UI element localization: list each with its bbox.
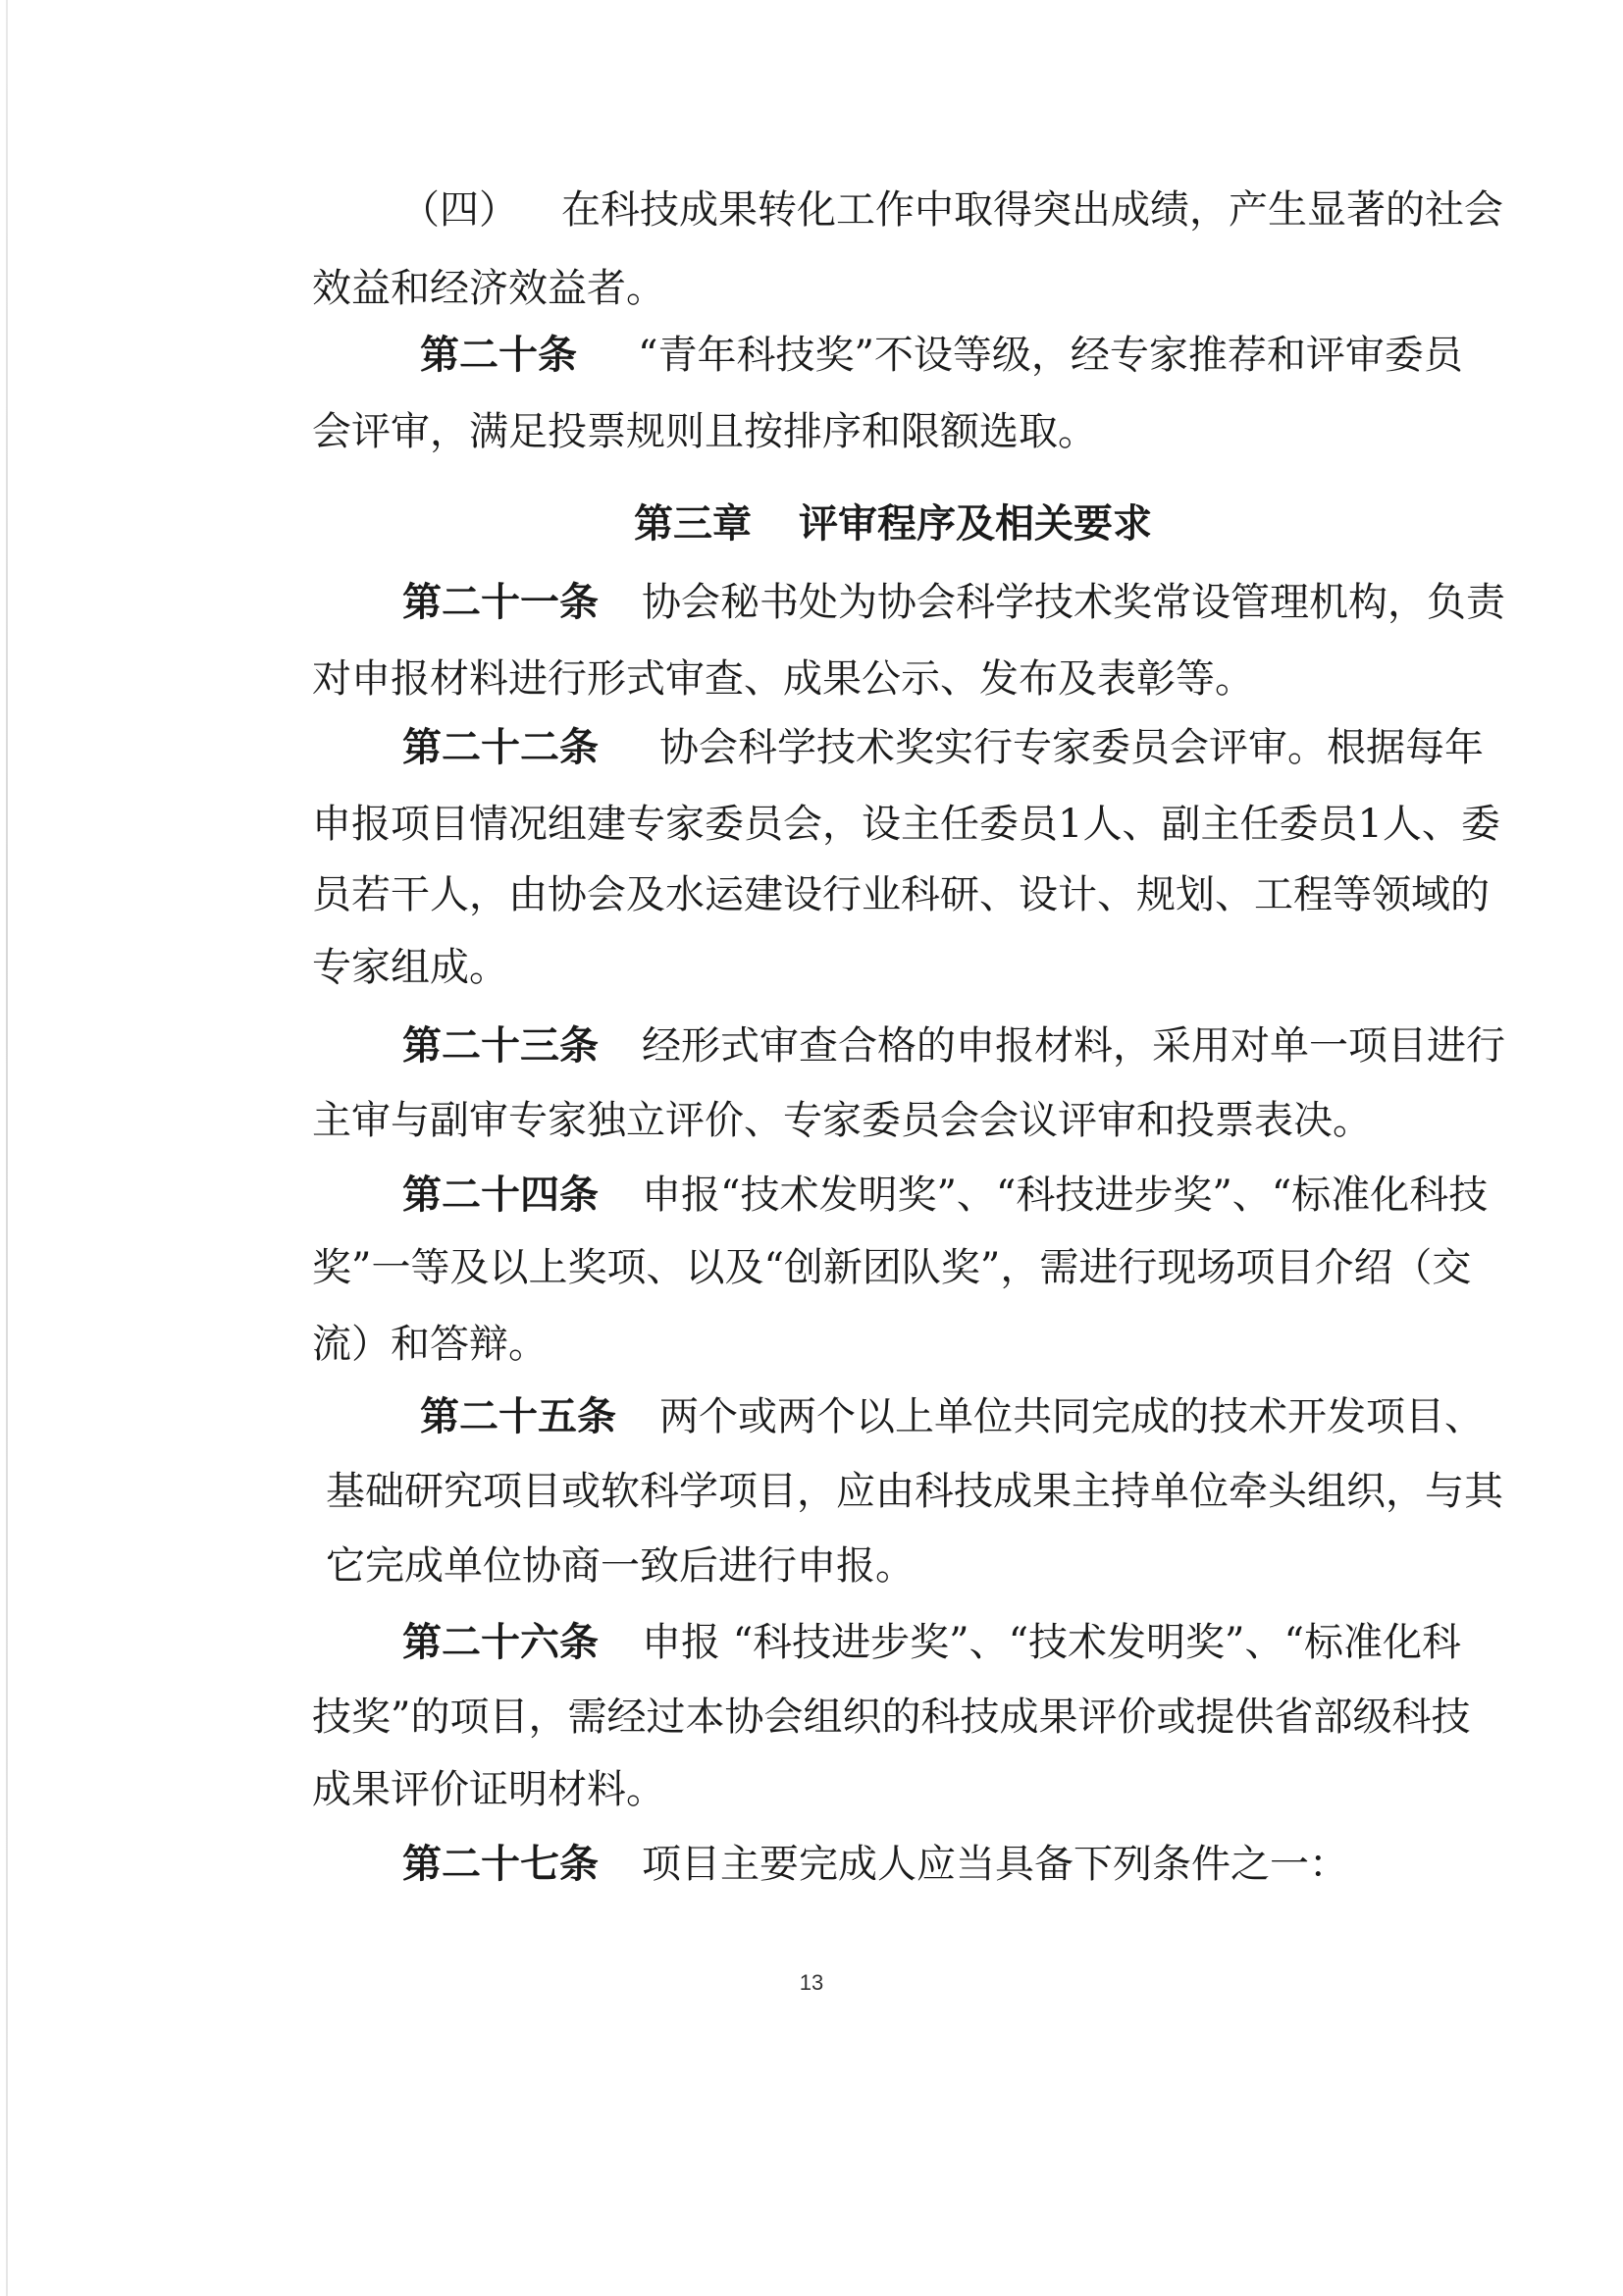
art25-label: 第二十五条 xyxy=(420,1394,616,1439)
art22-text-3: 员若干人，由协会及水运建设行业科研、设计、规划、工程等领域的 xyxy=(312,872,1490,917)
chapter-title: 评审程序及相关要求 xyxy=(799,501,1152,547)
art20-line2 xyxy=(312,409,1097,454)
art26-line2 xyxy=(312,1695,1471,1740)
art25-text-2: 基础研究项目或软科学项目，应由科技成果主持单位牵头组织，与其 xyxy=(326,1469,1503,1514)
art25-text-3: 它完成单位协商一致后进行申报。 xyxy=(326,1543,915,1589)
chapter-heading xyxy=(634,501,1152,547)
art20-line1 xyxy=(420,333,1463,378)
page-number: 13 xyxy=(799,1970,824,1995)
item4-line2 xyxy=(312,266,665,311)
scan-edge-shadow xyxy=(6,0,8,2296)
art22-text-1: 协会科学技术奖实行专家委员会评审。根据每年 xyxy=(659,725,1484,770)
art20-label: 第二十条 xyxy=(420,333,577,378)
item4-marker: （四） xyxy=(400,187,518,233)
item4-line1 xyxy=(400,187,1503,233)
art24-line2 xyxy=(312,1245,1472,1290)
art25-line3 xyxy=(326,1543,915,1589)
art26-line3 xyxy=(312,1767,665,1812)
item4-text-2: 效益和经济效益者。 xyxy=(312,266,665,311)
art24-text-1: 申报“技术发明奖”、“科技进步奖”、“标准化科技 xyxy=(642,1173,1489,1218)
art22-text-4: 专家组成。 xyxy=(312,945,508,990)
art24-line3 xyxy=(312,1322,548,1367)
art20-text-1: “青年科技奖”不设等级，经专家推荐和评审委员 xyxy=(638,333,1463,378)
art23-text-1: 经形式审查合格的申报材料，采用对单一项目进行 xyxy=(642,1023,1505,1069)
art27-text-1: 项目主要完成人应当具备下列条件之一： xyxy=(642,1842,1348,1887)
chapter-number: 第三章 xyxy=(634,501,752,547)
art26-text-3: 成果评价证明材料。 xyxy=(312,1767,665,1812)
art21-label: 第二十一条 xyxy=(402,580,599,625)
art22-line2 xyxy=(312,802,1500,847)
art20-text-2: 会评审，满足投票规则且按排序和限额选取。 xyxy=(312,409,1097,454)
art23-label: 第二十三条 xyxy=(402,1023,599,1069)
art27-line1 xyxy=(402,1842,1348,1887)
art23-text-2: 主审与副审专家独立评价、专家委员会会议评审和投票表决。 xyxy=(312,1098,1372,1143)
art22-line4 xyxy=(312,945,508,990)
art25-line1 xyxy=(420,1394,1484,1439)
art22-text-2: 申报项目情况组建专家委员会，设主任委员1人、副主任委员1人、委 xyxy=(312,802,1500,847)
art26-text-2: 技奖”的项目，需经过本协会组织的科技成果评价或提供省部级科技 xyxy=(312,1695,1471,1740)
art21-text-2: 对申报材料进行形式审查、成果公示、发布及表彰等。 xyxy=(312,656,1254,702)
art24-line1 xyxy=(402,1173,1489,1218)
art26-line1 xyxy=(402,1620,1461,1665)
art25-text-1: 两个或两个以上单位共同完成的技术开发项目、 xyxy=(659,1394,1484,1439)
art22-label: 第二十二条 xyxy=(402,725,599,770)
art26-text-1: 申报 “科技进步奖”、“技术发明奖”、“标准化科 xyxy=(642,1620,1461,1665)
art24-text-2: 奖”一等及以上奖项、以及“创新团队奖”，需进行现场项目介绍（交 xyxy=(312,1245,1472,1290)
art21-line2 xyxy=(312,656,1254,702)
art21-text-1: 协会秘书处为协会科学技术奖常设管理机构，负责 xyxy=(642,580,1505,625)
art23-line2 xyxy=(312,1098,1372,1143)
art25-line2 xyxy=(326,1469,1503,1514)
art24-text-3: 流）和答辩。 xyxy=(312,1322,548,1367)
art22-line1 xyxy=(402,725,1484,770)
art27-label: 第二十七条 xyxy=(402,1842,599,1887)
art21-line1 xyxy=(402,580,1505,625)
art22-line3 xyxy=(312,872,1490,917)
item4-text-1: 在科技成果转化工作中取得突出成绩，产生显著的社会 xyxy=(561,187,1503,233)
art24-label: 第二十四条 xyxy=(402,1173,599,1218)
art23-line1 xyxy=(402,1023,1505,1069)
art26-label: 第二十六条 xyxy=(402,1620,599,1665)
